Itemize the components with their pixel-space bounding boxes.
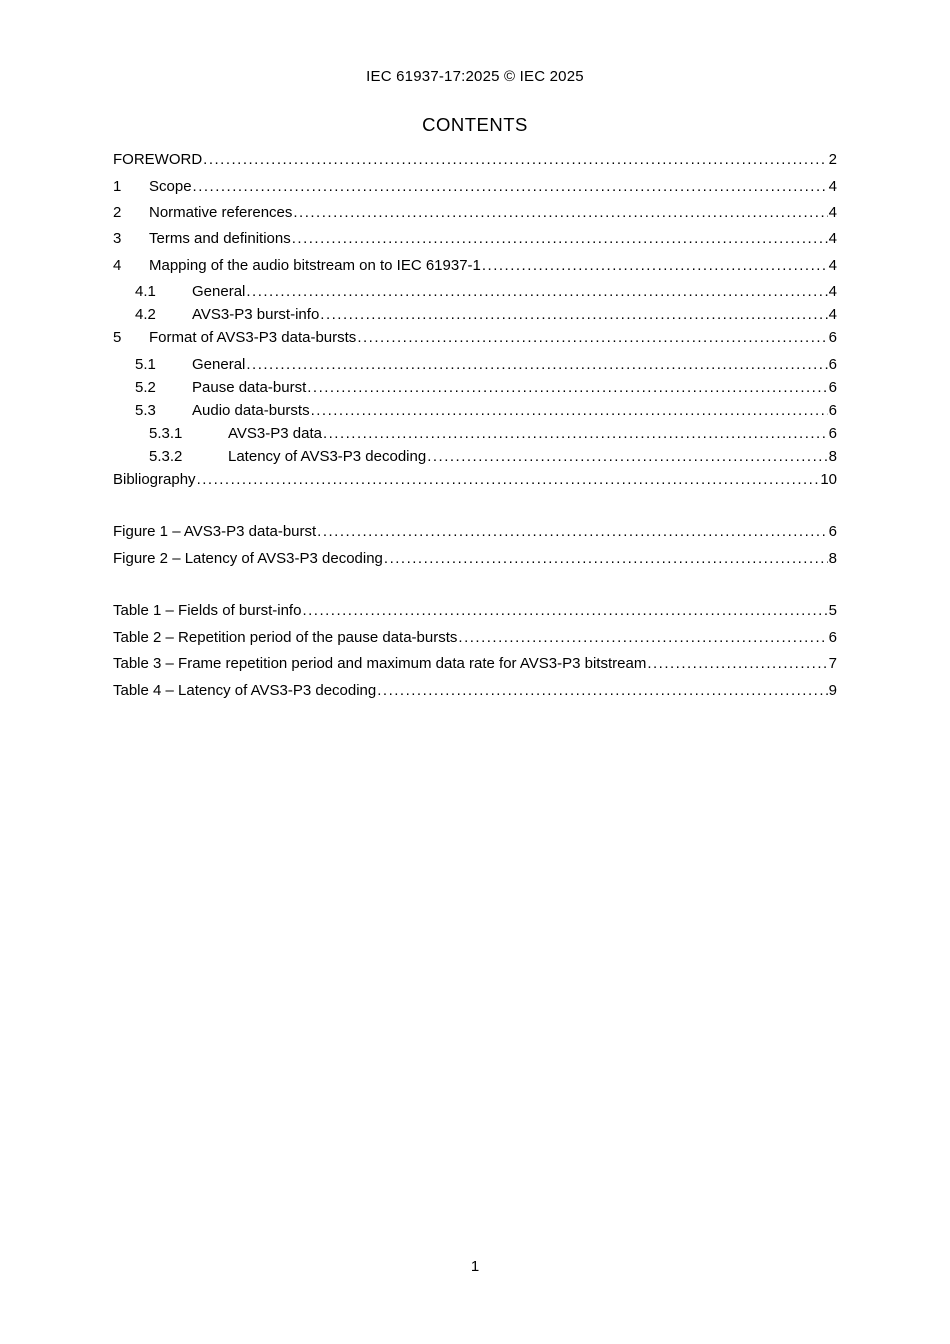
table-entry-page: 6 — [828, 629, 837, 646]
toc-entry-number: 5 — [113, 329, 122, 346]
toc-entry-5-3-1-avs3-p3-data[interactable] — [113, 424, 837, 444]
table-entry-page: 7 — [828, 655, 837, 672]
toc-entry-number: 4.1 — [135, 283, 156, 300]
toc-entry-title: Bibliography — [113, 471, 196, 488]
toc-leader — [193, 177, 828, 197]
figure-entry-title: Figure 1 – AVS3-P3 data-burst — [113, 523, 317, 540]
toc-entry-number: 5.1 — [135, 356, 156, 373]
toc-leader — [384, 549, 828, 569]
toc-entry-number: 5.3.2 — [149, 448, 183, 465]
table-entry-page: 5 — [828, 602, 837, 619]
toc-leader — [458, 628, 827, 648]
figure-entry-title: Figure 2 – Latency of AVS3-P3 decoding — [113, 550, 383, 567]
toc-leader — [292, 229, 828, 249]
toc-leader — [246, 355, 827, 375]
toc-entry-page: 4 — [828, 283, 837, 300]
toc-leader — [197, 470, 820, 490]
toc-leader — [317, 522, 827, 542]
toc-entry-terms-and-definitions[interactable] — [113, 229, 837, 249]
figure-entry-page: 6 — [828, 523, 837, 540]
toc-entry-number: 3 — [113, 230, 122, 247]
toc-entry-page: 6 — [828, 329, 837, 346]
page-header: IEC 61937-17:2025 © IEC 2025 — [366, 68, 584, 85]
toc-entry-title: General — [192, 283, 246, 300]
table-list-entry-2[interactable] — [113, 628, 837, 648]
toc-entry-scope[interactable] — [113, 177, 837, 197]
figure-list-entry-1[interactable] — [113, 522, 837, 542]
figure-list-entry-2[interactable] — [113, 549, 837, 569]
toc-entry-number: 4.2 — [135, 306, 156, 323]
toc-entry-title: Mapping of the audio bitstream on to IEC 61937-1 — [149, 257, 481, 274]
table-list-entry-4[interactable] — [113, 681, 837, 701]
page-number: 1 — [470, 1258, 480, 1275]
toc-entry-title: General — [192, 356, 246, 373]
toc-entry-number: 5.2 — [135, 379, 156, 396]
toc-leader — [357, 328, 827, 348]
toc-entry-5-3-2-latency[interactable] — [113, 447, 837, 467]
toc-leader — [482, 256, 828, 276]
toc-entry-number: 1 — [113, 178, 122, 195]
toc-entry-title: AVS3-P3 data — [228, 425, 322, 442]
toc-entry-title: Scope — [149, 178, 192, 195]
toc-entry-page: 6 — [828, 402, 837, 419]
table-entry-title: Table 3 – Frame repetition period and maximum data rate for AVS3-P3 bitstream — [113, 655, 647, 672]
toc-leader — [427, 447, 827, 467]
toc-leader — [311, 401, 828, 421]
toc-entry-page: 8 — [828, 448, 837, 465]
table-entry-page: 9 — [828, 682, 837, 699]
toc-entry-title: Audio data-bursts — [192, 402, 310, 419]
toc-entry-number: 5.3 — [135, 402, 156, 419]
toc-entry-page: 4 — [828, 306, 837, 323]
toc-entry-page: 2 — [828, 151, 837, 168]
toc-entry-page: 6 — [828, 379, 837, 396]
toc-entry-page: 4 — [828, 257, 837, 274]
toc-entry-page: 4 — [828, 230, 837, 247]
toc-entry-page: 6 — [828, 425, 837, 442]
toc-entry-mapping[interactable] — [113, 256, 837, 276]
toc-leader — [323, 424, 828, 444]
toc-leader — [302, 601, 827, 621]
toc-entry-title: Normative references — [149, 204, 293, 221]
contents-title: CONTENTS — [422, 114, 528, 135]
table-entry-title: Table 2 – Repetition period of the pause data-bursts — [113, 629, 458, 646]
toc-entry-page: 6 — [828, 356, 837, 373]
table-list-entry-1[interactable] — [113, 601, 837, 621]
toc-entry-5-2-pause-data-burst[interactable] — [113, 378, 837, 398]
figure-entry-page: 8 — [828, 550, 837, 567]
toc-entry-number: 5.3.1 — [149, 425, 183, 442]
toc-entry-title: Pause data-burst — [192, 379, 307, 396]
toc-entry-format-data-bursts[interactable] — [113, 328, 837, 348]
toc-leader — [320, 305, 827, 325]
toc-entry-title: Terms and definitions — [149, 230, 291, 247]
table-entry-title: Table 4 – Latency of AVS3-P3 decoding — [113, 682, 377, 699]
toc-leader — [246, 282, 827, 302]
toc-entry-page: 4 — [828, 204, 837, 221]
toc-entry-title: AVS3-P3 burst-info — [192, 306, 320, 323]
toc-entry-5-3-audio-data-bursts[interactable] — [113, 401, 837, 421]
table-list-entry-3[interactable] — [113, 654, 837, 674]
toc-entry-normative-references[interactable] — [113, 203, 837, 223]
table-entry-title: Table 1 – Fields of burst-info — [113, 602, 302, 619]
toc-entry-number: 2 — [113, 204, 122, 221]
toc-entry-title: Format of AVS3-P3 data-bursts — [149, 329, 357, 346]
toc-entry-5-1-general[interactable] — [113, 355, 837, 375]
toc-entry-title: Latency of AVS3-P3 decoding — [228, 448, 427, 465]
toc-leader — [377, 681, 827, 701]
toc-entry-page: 4 — [828, 178, 837, 195]
toc-entry-page: 10 — [820, 471, 837, 488]
toc-entry-title: FOREWORD — [113, 151, 203, 168]
toc-entry-foreword[interactable] — [113, 150, 837, 170]
toc-leader — [293, 203, 827, 223]
toc-entry-bibliography[interactable] — [113, 470, 837, 490]
toc-entry-4-1-general[interactable] — [113, 282, 837, 302]
toc-entry-number: 4 — [113, 257, 122, 274]
toc-leader — [647, 654, 827, 674]
toc-leader — [203, 150, 827, 170]
toc-leader — [307, 378, 827, 398]
toc-entry-4-2-burst-info[interactable] — [113, 305, 837, 325]
